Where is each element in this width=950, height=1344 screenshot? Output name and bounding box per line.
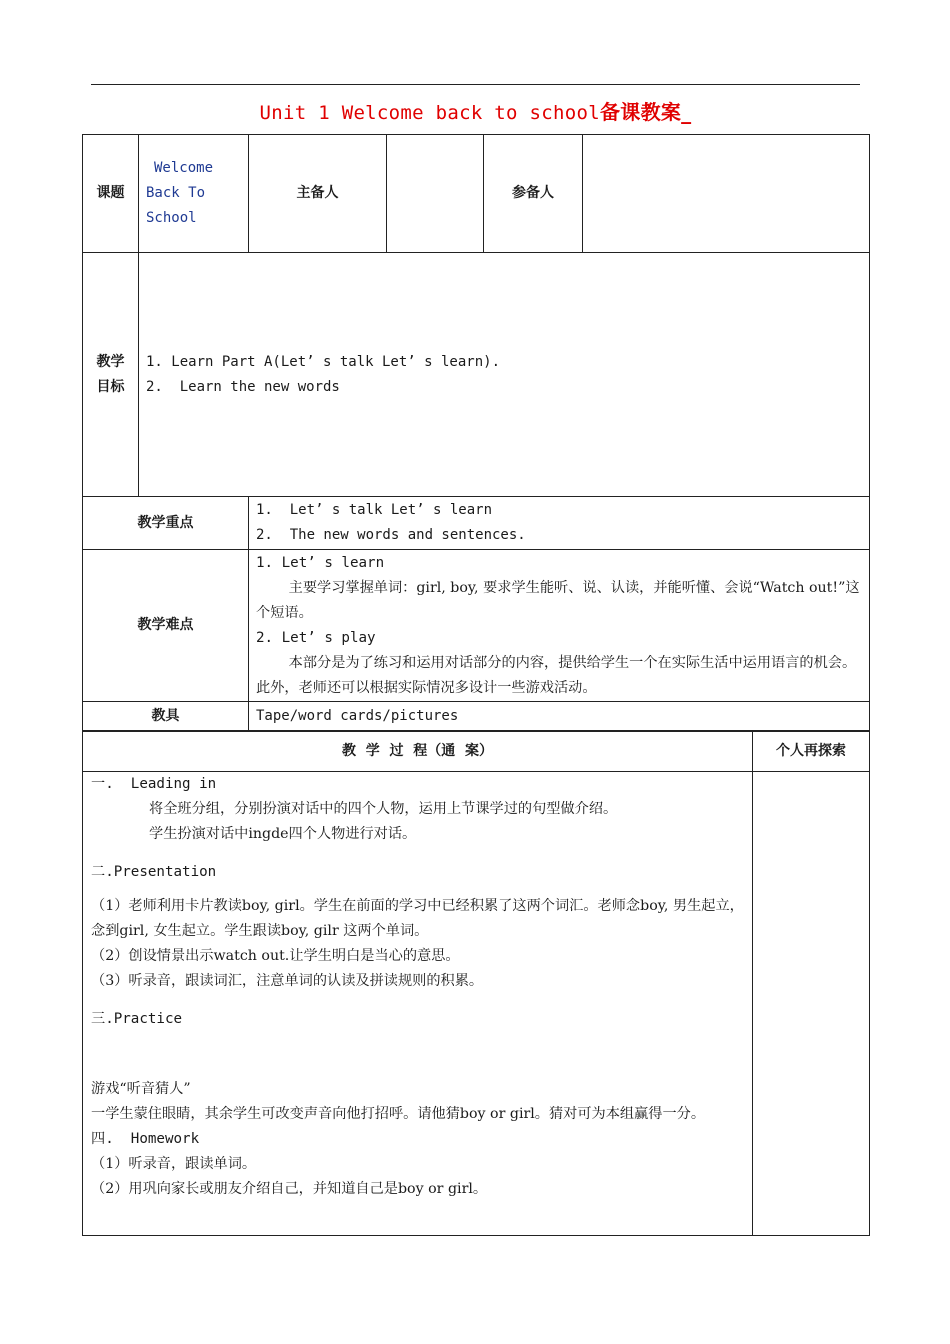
objectives-content	[139, 253, 870, 497]
topic-line: School	[146, 210, 197, 226]
topic-value	[139, 135, 249, 253]
objectives-label-line: 教学	[96, 353, 125, 370]
difficulty-text: 本部分是为了练习和运用对话部分的内容，提供给学生一个在实际生活中运用语言的机会。此外，老师还可以根据实际情况多设计一些游戏活动。	[256, 654, 857, 696]
objective-line: 2. Learn the new words	[146, 378, 340, 395]
aids-label: 教具	[83, 702, 249, 731]
practice-head: 三.Practice	[91, 1011, 183, 1027]
side-header: 个人再探索	[753, 732, 870, 772]
presentation-item: （1）老师利用卡片教读boy, girl。学生在前面的学习中已经积累了这两个词汇。老师念boy, 男生起立，念到girl, 女生起立。学生跟读boy, gilr 这两个单词。	[91, 898, 744, 939]
header-rule	[91, 84, 860, 85]
aids-row	[83, 702, 870, 731]
main-preparer-label: 主备人	[249, 135, 387, 253]
participants-value	[583, 135, 870, 253]
difficulties-content	[249, 550, 870, 702]
process-body-row	[83, 772, 870, 1236]
process-header: 教 学 过 程（通 案）	[83, 732, 753, 772]
key-points-label: 教学重点	[83, 497, 249, 550]
objectives-label-line: 目标	[96, 378, 125, 395]
presentation-item: （2）创设情景出示watch out.让学生明白是当心的意思。	[91, 948, 460, 964]
aids-value: Tape/word cards/pictures	[249, 702, 870, 731]
game-title: 游戏“听音猜人”	[91, 1081, 191, 1097]
title-chinese: 备课教案_	[599, 100, 692, 124]
homework-item: （2）用巩向家长或朋友介绍自己，并知道自己是boy or girl。	[91, 1181, 488, 1197]
difficulty-text: 主要学习掌握单词：girl, boy, 要求学生能听、说、认读，并能听懂、会说“Watch out!”这个短语。	[256, 579, 860, 621]
objectives-label	[83, 253, 139, 497]
document-title	[91, 96, 860, 125]
process-table	[82, 731, 870, 1236]
difficulty-head: 1. Let’ s learn	[256, 554, 385, 571]
side-notes	[753, 772, 870, 1236]
homework-head: 四. Homework	[91, 1131, 200, 1147]
presentation-head: 二.Presentation	[91, 864, 217, 880]
key-point-line: 2. The new words and sentences.	[256, 527, 526, 543]
topic-label: 课题	[83, 135, 139, 253]
key-point-line: 1. Let’ s talk Let’ s learn	[256, 502, 493, 518]
difficulties-row	[83, 550, 870, 702]
homework-item: （1）听录音，跟读单词。	[91, 1156, 257, 1172]
difficulties-label: 教学难点	[83, 550, 249, 702]
topic-line: Welcome	[154, 160, 214, 176]
presentation-item: （3）听录音，跟读词汇，注意单词的认读及拼读规则的积累。	[91, 973, 484, 989]
header-row	[83, 135, 870, 253]
leading-in-head: 一. Leading in	[91, 776, 217, 792]
title-english: Unit 1 Welcome back to school	[259, 102, 600, 124]
objective-line: 1. Learn Part A(Let’ s talk Let’ s learn).	[146, 353, 501, 370]
topic-line: Back To	[146, 185, 206, 201]
main-preparer-value	[387, 135, 484, 253]
leading-in-line: 将全班分组，分别扮演对话中的四个人物，运用上节课学过的句型做介绍。	[149, 801, 618, 817]
participants-label: 参备人	[484, 135, 583, 253]
difficulty-head: 2. Let’ s play	[256, 629, 376, 646]
objectives-row	[83, 253, 870, 497]
game-text: 一学生蒙住眼睛，其余学生可改变声音向他打招呼。请他猜boy or girl。猜对可为本组赢得一分。	[91, 1106, 706, 1122]
leading-in-line: 学生扮演对话中ingde四个人物进行对话。	[149, 826, 417, 842]
key-points-row	[83, 497, 870, 550]
process-header-row	[83, 732, 870, 772]
lesson-plan-table	[82, 134, 870, 731]
key-points-content	[249, 497, 870, 550]
process-content	[83, 772, 753, 1236]
